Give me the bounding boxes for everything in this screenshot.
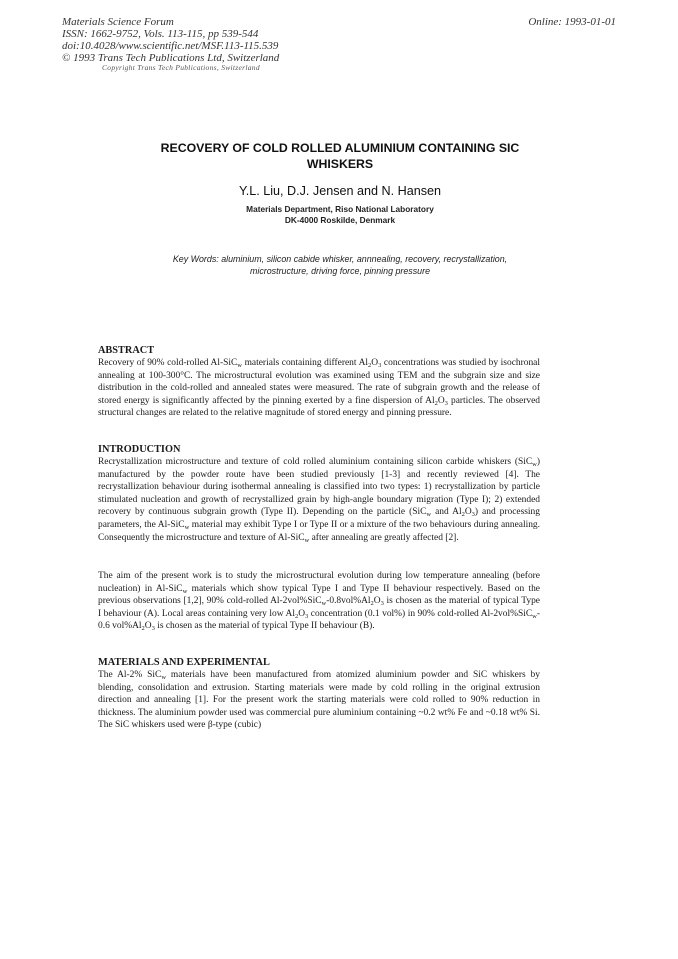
authors: Y.L. Liu, D.J. Jensen and N. Hansen xyxy=(238,184,442,198)
journal-name: Materials Science Forum xyxy=(62,16,174,28)
title-line-2: WHISKERS xyxy=(306,157,374,171)
affiliation-line-1: Materials Department, Riso National Laboratory xyxy=(246,204,434,214)
copyright-faint: Copyright Trans Tech Publications, Switzerland xyxy=(102,63,260,72)
materials-text: The Al-2% SiC$_w$ materials have been manufactured from atomized aluminium powder and SiC whiskers by blending, consolidation and extrusion. Starting materials were made by cold rolling in the original extrusion direction and annealing [1]. For the present work the starting materials were cold rolled to 90% reduction in thickness. The aluminium powder used was commercial pure aluminium containing ~0.2 wt% Fe and ~0.18 wt% Si. The SiC whiskers used were β-type (cubic) xyxy=(98,670,540,731)
journal-header xyxy=(62,16,622,72)
introduction-heading: INTRODUCTION xyxy=(98,444,181,455)
title-line-1: RECOVERY OF COLD ROLLED ALUMINIUM CONTAINING SIC xyxy=(160,141,520,155)
abstract-text: Recovery of 90% cold-rolled Al-SiC$_w$ materials containing different $Al_2O_3$ concentrations was studied by isochronal annealing at 100-300°C. The microstructural evolution was examined using TEM and the subgrain size and size distribution in the cold-rolled and annealed states were measured. The rate of subgrain growth and the release of stored energy is significantly affected by the pinning exerted by a fine dispersion of $Al_2O_3$ particles. The observed structural changes are related to the relative magnitude of stored energy and pinning pressure. xyxy=(98,358,540,419)
keywords-line-1: Key Words: aluminium, silicon cabide whisker, annnealing, recovery, recrystallization, xyxy=(172,254,508,264)
paper-title xyxy=(100,140,580,172)
abstract-heading: ABSTRACT xyxy=(98,345,155,356)
keywords xyxy=(100,254,580,277)
introduction-paragraph-2: The aim of the present work is to study the microstructural evolution during low temperature annealing (before nucleation) in Al-SiC$_w$ materials which show typical Type I and Type II behaviour respectively. Based on the previous observations [1,2], 90% cold-rolled $Al-2vol\%SiC_w-0.8vol\%Al_2O_3$ is chosen as the material of typical Type I behaviour (A). Local areas containing very low $Al_2O_3$ concentration (0.1 vol%) in 90% cold-rolled Al-2vol%SiC$_w$-0.6 $vol\%Al_2O_3$ is chosen as the material of typical Type II behaviour (B). xyxy=(98,571,540,633)
abstract-section xyxy=(98,344,540,420)
affiliation-line-2: DK-4000 Roskilde, Denmark xyxy=(284,215,396,225)
publisher-line: © 1993 Trans Tech Publications Ltd, Switzerland xyxy=(62,52,280,64)
introduction-section xyxy=(98,443,540,544)
materials-heading: MATERIALS AND EXPERIMENTAL xyxy=(98,657,270,668)
affiliation xyxy=(100,204,580,226)
issn-line: ISSN: 1662-9752, Vols. 113-115, pp 539-544 xyxy=(62,28,259,40)
keywords-line-2: microstructure, driving force, pinning pressure xyxy=(249,265,431,276)
doi-line[interactable]: doi:10.4028/www.scientific.net/MSF.113-115.539 xyxy=(62,40,279,52)
materials-section xyxy=(98,656,540,732)
introduction-paragraph-1: Recrystallization microstructure and texture of cold rolled aluminium containing silicon carbide whiskers (SiC$_w$) manufactured by the powder route have been studied previously [1-3] and recently reviewed [4]. The recrystallization behaviour during isothermal annealing is classified into two types: 1) recrystallization by particle stimulated nucleation and growth of recrystallized grain by high-angle boundary migration (Type I); 2) extended recovery by continuous subgrain growth (Type II). Depending on the particle (SiC$_w$ and $Al_2O_3$) and processing parameters, the Al-SiC$_w$ material may exhibit Type I or Type II or a mixture of the two behaviours during annealing. Consequently the microstructure and texture of Al-SiC$_w$ after annealing are greatly affected [2]. xyxy=(98,457,540,544)
introduction-paragraph-2-block xyxy=(98,570,540,633)
online-date: Online: 1993-01-01 xyxy=(528,16,616,28)
